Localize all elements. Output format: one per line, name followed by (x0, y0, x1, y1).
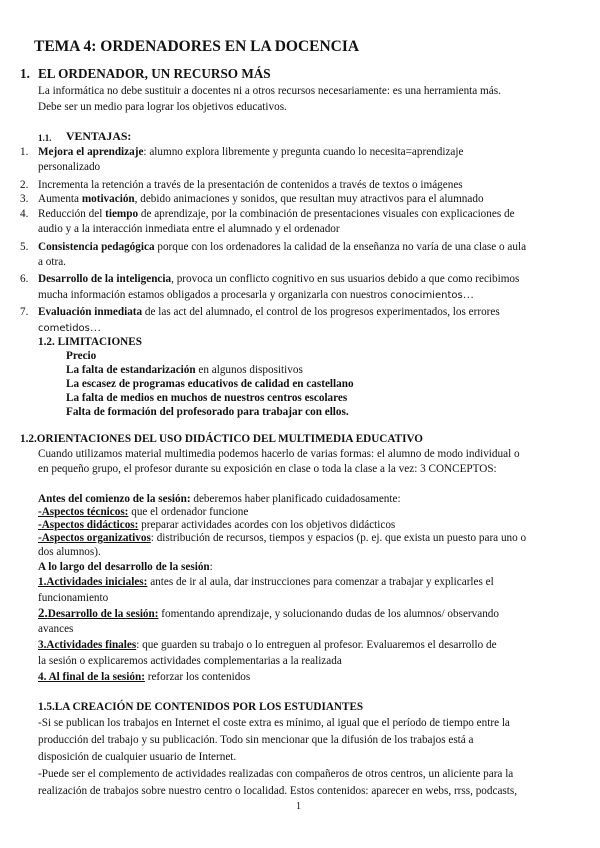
organizational-aspects-label: -Aspectos organizativos (38, 532, 151, 544)
advantage-4-prefix: Reducción del (38, 208, 106, 220)
technical-aspects-text: que el ordenador funcione (128, 506, 249, 518)
advantage-7-ellipsis: … (89, 322, 102, 334)
organizational-aspects-line2: dos alumnos). (38, 546, 101, 558)
section-1-1-number: 1.1. (38, 133, 52, 143)
orientations-paragraph-line1: Cuando utilizamos material multimedia podemos hacerlo de varias formas: el alumno de modo individual o (38, 448, 520, 460)
limitation-4: La falta de medios en muchos de nuestros centros escolares (66, 392, 348, 404)
section-1-5-line1: -Si se publican los trabajos en Internet el coste extra es mínimo, al igual que el período de tiempo entre la (38, 717, 510, 729)
advantage-1-text: : alumno explora libremente y pregunta cuando lo necesita=aprendizaje (143, 146, 464, 158)
advantage-1-line1 (38, 145, 463, 159)
advantage-7-text: de las act del alumnado, el control de los progresos experimentados, los errores (142, 306, 500, 318)
section-1-number: 1. (20, 66, 30, 81)
during-session-colon: : (209, 561, 213, 573)
didactic-aspects-label: -Aspectos didácticos: (38, 519, 139, 531)
section-1-paragraph-line1: La informática no debe sustituir a docentes ni a otros recursos necesariamente: es una herramienta más. (38, 85, 501, 97)
initial-activities-line2: funcionamiento (38, 592, 109, 604)
document-title: TEMA 4: ORDENADORES EN LA DOCENCIA (34, 38, 360, 55)
initial-activities-label: 1.Actividades iniciales: (38, 576, 148, 588)
advantage-3-prefix: Aumenta (38, 193, 82, 205)
organizational-aspects-text: : distribución de recursos, tiempos y espacios (p. ej. que exista un puesto para uno o (150, 532, 527, 544)
advantage-7-bold: Evaluación inmediata (38, 306, 143, 318)
during-session (38, 560, 213, 574)
advantage-6-ellipsis: … (462, 289, 474, 301)
section-1-2-heading: 1.2. LIMITACIONES (38, 336, 142, 348)
advantage-6-bold: Desarrollo de la inteligencia (38, 273, 172, 285)
advantage-6-word: conocimientos (390, 290, 463, 301)
advantage-3-number: 3. (20, 193, 29, 205)
end-of-session (38, 670, 250, 684)
technical-aspects (38, 505, 248, 519)
initial-activities-text: antes de ir al aula, dar instrucciones para comenzar a trabajar y explicarles el (147, 576, 494, 588)
final-activities (38, 638, 497, 652)
advantage-5-line2: a otra. (38, 256, 66, 268)
initial-activities (38, 575, 494, 589)
advantage-6-line1 (38, 272, 519, 286)
section-1-paragraph-line2: Debe ser un medio para lograr los objetivos educativos. (38, 101, 287, 113)
section-1-5-line2: producción del trabajo y su publicación. Todo sin mencionar que la difusión de los trabajos está a (38, 734, 474, 746)
session-development-label: Desarrollo de la sesión: (47, 608, 159, 620)
orientations-paragraph-line2: en pequeño grupo, el profesor durante su exposición en clase o toda la clase a la vez: 3 CONCEPTOS: (38, 463, 497, 475)
advantage-6-number: 6. (20, 273, 29, 285)
advantage-6-line2 (38, 288, 474, 303)
section-1-5-line4: -Puede ser el complemento de actividades realizadas con compañeros de otros centros, un aliciente para la (38, 768, 514, 780)
before-session (38, 492, 401, 506)
limitation-2-bold: La falta de estandarización (66, 364, 196, 376)
limitation-2-text: en algunos dispositivos (195, 364, 303, 376)
advantage-6-text2: mucha información estamos obligados a procesarla y organizarla con nuestros (38, 289, 391, 301)
advantage-7-line1 (38, 305, 500, 319)
session-development-text: fomentando aprendizaje, y solucionando dudas de los alumnos/ observando (158, 608, 499, 620)
session-development-line2: avances (38, 623, 74, 635)
section-1-1-heading: VENTAJAS: (66, 129, 132, 143)
before-session-text: deberemos haber planificado cuidadosamente: (190, 493, 401, 505)
advantage-3-text: , debido animaciones y sonidos, que resultan muy atractivos para el alumnado (134, 193, 484, 205)
final-activities-line2: la sesión o explicaremos actividades complementarias a la realizada (38, 655, 342, 667)
advantage-5-text: porque con los ordenadores la calidad de la enseñanza no varía de una clase o aula (154, 241, 527, 253)
didactic-aspects (38, 518, 395, 532)
final-activities-label: 3.Actividades finales (38, 639, 137, 651)
advantage-4-line1 (38, 207, 515, 221)
advantage-6-text: , provoca un conflicto cognitivo en sus usuarios debido a que como recibimos (171, 273, 520, 285)
didactic-aspects-text: preparar actividades acordes con los objetivos didácticos (138, 519, 396, 531)
advantage-7-word: cometidos (38, 323, 90, 334)
advantage-4-number: 4. (20, 208, 29, 220)
advantage-3-bold: motivación (81, 193, 135, 205)
advantage-7-number: 7. (20, 306, 29, 318)
advantage-2-line1: Incrementa la retención a través de la presentación de contenidos a través de textos o imágenes (38, 179, 463, 191)
limitation-2 (66, 363, 303, 377)
advantage-1-number: 1. (20, 146, 29, 158)
advantage-1-bold: Mejora el aprendizaje (38, 146, 144, 158)
advantage-4-bold: tiempo (105, 208, 139, 220)
final-activities-text: : que guarden su trabajo o lo entreguen al profesor. Evaluaremos el desarrollo de (136, 639, 497, 651)
limitation-3: La escasez de programas educativos de calidad en castellano (66, 378, 354, 390)
session-development (38, 606, 499, 621)
advantage-5-bold: Consistencia pedagógica (38, 241, 155, 253)
page-number: 1 (296, 801, 301, 812)
advantage-5-number: 5. (20, 241, 29, 253)
advantage-3-line1 (38, 192, 484, 206)
technical-aspects-label: -Aspectos técnicos: (38, 506, 129, 518)
advantage-2-number: 2. (20, 179, 29, 191)
advantage-4-line2: audio y a la interacción inmediata entre el alumnado y el ordenador (38, 223, 340, 235)
during-session-bold: A lo largo del desarrollo de la sesión (38, 561, 210, 573)
organizational-aspects (38, 531, 526, 545)
advantage-7-line2 (38, 321, 101, 336)
before-session-bold: Antes del comienzo de la sesión: (38, 493, 191, 505)
limitation-1: Precio (66, 350, 97, 362)
session-development-number: 2. (38, 605, 48, 620)
section-1-5-line3: disposición de cualquier usuario de Internet. (38, 751, 237, 763)
orientations-heading: 1.2.ORIENTACIONES DEL USO DIDÁCTICO DEL MULTIMEDIA EDUCATIVO (20, 433, 424, 445)
limitation-5: Falta de formación del profesorado para trabajar con ellos. (66, 406, 349, 418)
section-1-heading: EL ORDENADOR, UN RECURSO MÁS (38, 66, 271, 81)
section-1-5-heading: 1.5.LA CREACIÓN DE CONTENIDOS POR LOS ESTUDIANTES (38, 701, 364, 713)
advantage-1-line2: personalizado (38, 161, 101, 173)
section-1-5-line5: realización de trabajos sobre nuestro centro o localidad. Estos contenidos: aparecer en webs, rrss, podcasts, (38, 785, 518, 797)
advantage-4-text: de aprendizaje, por la combinación de presentaciones visuales con explicaciones de (138, 208, 515, 220)
advantage-5-line1 (38, 240, 526, 254)
end-of-session-text: reforzar los contenidos (144, 671, 251, 683)
end-of-session-label: 4. Al final de la sesión: (38, 671, 145, 683)
